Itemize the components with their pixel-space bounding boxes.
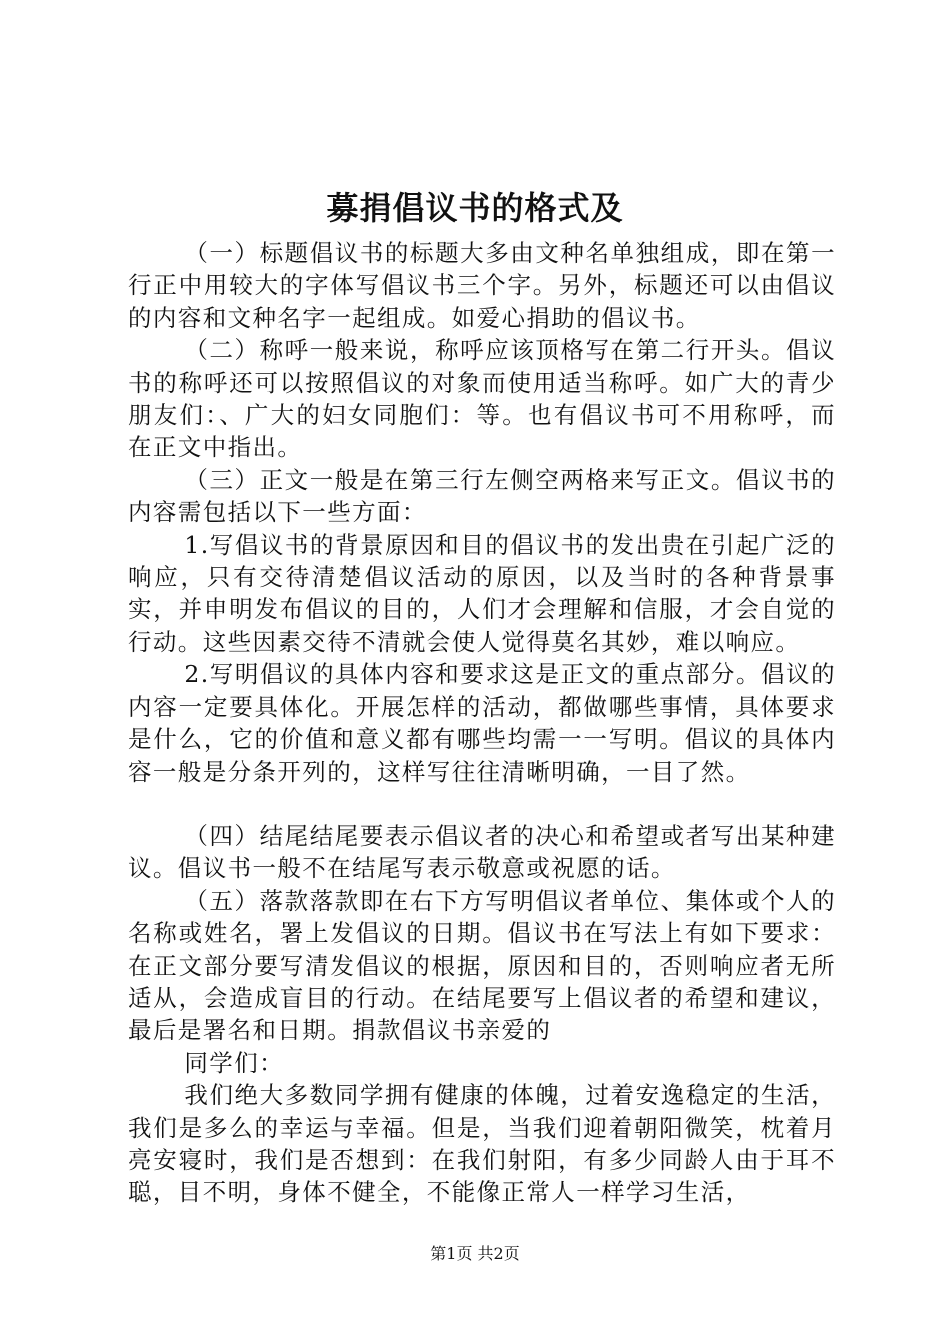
paragraph-salutation-section: （二）称呼一般来说，称呼应该顶格写在第二行开头。倡议书的称呼还可以按照倡议的对象而使用适当称呼。如广大的青少朋友们：、广大的妇女同胞们：等。也有倡议书可不用称呼，而在正文中指出。 — [128, 336, 836, 462]
paragraph-signature-section: （五）落款落款即在右下方写明倡议者单位、集体或个人的名称或姓名，署上发倡议的日期。倡议书在写法上有如下要求：在正文部分要写清发倡议的根据，原因和目的，否则响应者无所适从，会造成盲目的行动。在结尾要写上倡议者的希望和建议，最后是署名和日期。捐款倡议书亲爱的 — [128, 886, 836, 1045]
page-title: 募捐倡议书的格式及 — [326, 189, 624, 227]
paragraph-body-section: （三）正文一般是在第三行左侧空两格来写正文。倡议书的内容需包括以下一些方面： — [128, 465, 836, 527]
paragraph-content-item: 2.写明倡议的具体内容和要求这是正文的重点部分。倡议的内容一定要具体化。开展怎样的活动，都做哪些事情，具体要求是什么，它的价值和意义都有哪些均需一一写明。倡议的具体内容一般是分条开列的，这样写往往清晰明确，一目了然。 — [128, 660, 836, 786]
page-footer: 第1页 共2页 — [430, 1244, 520, 1263]
paragraph-title-section: （一）标题倡议书的标题大多由文种名单独组成，即在第一行正中用较大的字体写倡议书三个字。另外，标题还可以由倡议的内容和文种名字一起组成。如爱心捐助的倡议书。 — [128, 239, 836, 332]
paragraph-letter-body: 我们绝大多数同学拥有健康的体魄，过着安逸稳定的生活，我们是多么的幸运与幸福。但是，当我们迎着朝阳微笑，枕着月亮安寝时，我们是否想到：在我们射阳，有多少同龄人由于耳不聪，目不明，身体不健全，不能像正常人一样学习生活， — [128, 1081, 836, 1207]
document-body — [128, 237, 836, 1209]
paragraph-greeting: 同学们： — [184, 1048, 284, 1077]
paragraph-background-item: 1.写倡议书的背景原因和目的倡议书的发出贵在引起广泛的响应，只有交待清楚倡议活动的原因，以及当时的各种背景事实，并申明发布倡议的目的，人们才会理解和信服，才会自觉的行动。这些因素交待不清就会使人觉得莫名其妙，难以响应。 — [128, 530, 836, 656]
paragraph-ending-section: （四）结尾结尾要表示倡议者的决心和希望或者写出某种建议。倡议书一般不在结尾写表示敬意或祝愿的话。 — [128, 821, 836, 883]
